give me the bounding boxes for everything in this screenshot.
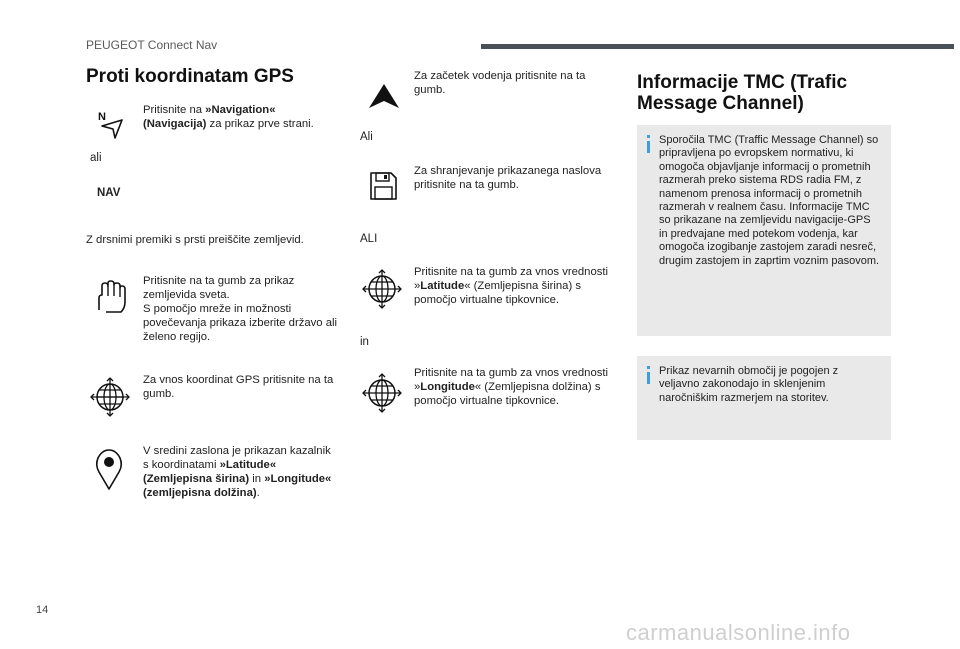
globe-icon bbox=[89, 376, 131, 418]
save-address-step: Za shranjevanje prikazanega naslova pritisnite na ta gumb. bbox=[414, 165, 602, 191]
header-bar bbox=[481, 44, 954, 49]
info-box-danger-zones bbox=[637, 356, 891, 440]
and-label: in bbox=[360, 336, 369, 348]
navigation-start-icon bbox=[366, 82, 402, 112]
save-icon bbox=[367, 170, 399, 202]
globe-latitude-icon bbox=[361, 268, 403, 310]
start-guidance-step: Za začetek vodenja pritisnite na ta gumb. bbox=[414, 70, 586, 96]
or-label: ali bbox=[90, 152, 102, 164]
latitude-step: Pritisnite na ta gumb za vnos vrednosti »Latitude« (Zemljepisna širina) s pomočjo virtualne tipkovnice. bbox=[414, 266, 609, 306]
watermark: carmanualsonline.info bbox=[626, 620, 851, 645]
longitude-step: Pritisnite na ta gumb za vnos vrednosti »Longitude« (Zemljepisna dolžina) s pomočjo virtualne tipkovnice. bbox=[414, 367, 609, 407]
or-label-3: ALI bbox=[360, 233, 378, 245]
page-number: 14 bbox=[36, 604, 49, 616]
nav-button-label: NAV bbox=[97, 187, 121, 199]
gps-input-step: Za vnos koordinat GPS pritisnite na ta gumb. bbox=[143, 374, 334, 400]
or-label-2: Ali bbox=[360, 131, 373, 143]
info-tmc-text: Sporočila TMC (Traffic Message Channel) so pripravljena po evropskem normativu, ki omogoča objavljanje informacij o prometnih razmerah preko sistema RDS radia FM, z namenom prenosa informacij o prometnih razmerah v realnem času. Informacije TMC so prikazane na zemljevidu navigacije-GPS in predvajane med potekom vodenja, kar omogoča izogibanje zastojem zaradi nesreč, drugim zastojem in zaprtim voznim pasovom. bbox=[659, 134, 880, 267]
header-title: PEUGEOT Connect Nav bbox=[86, 38, 218, 52]
drag-instruction: Z drsnimi premiki s prsti preiščite zemljevid. bbox=[86, 234, 304, 246]
section-heading-tmc: Informacije TMC (Trafic Message Channel) bbox=[637, 72, 848, 114]
hand-gesture-icon bbox=[94, 280, 126, 314]
info-box-tmc bbox=[637, 125, 891, 336]
section-heading-gps: Proti koordinatam GPS bbox=[86, 66, 294, 87]
world-map-step: Pritisnite na ta gumb za prikaz zemljevida sveta. S pomočjo mreže in možnosti povečevanja prikaza izberite državo ali želeno regijo. bbox=[143, 275, 338, 343]
svg-text:N: N bbox=[98, 111, 106, 123]
marker-description: V sredini zaslona je prikazan kazalnik s koordinatami »Latitude« (Zemljepisna širina) in »Longitude« (zemljepisna dolžina). bbox=[143, 445, 332, 499]
globe-longitude-icon bbox=[361, 372, 403, 414]
map-marker-icon bbox=[94, 447, 124, 491]
navigation-step-text: Pritisnite na »Navigation« (Navigacija) za prikaz prve strani. bbox=[143, 104, 314, 130]
navigation-arrow-icon bbox=[94, 110, 128, 140]
info-danger-text: Prikaz nevarnih območij je pogojen z veljavno zakonodajo in sklenjenim naročniškim razmerjem na storitev. bbox=[659, 365, 839, 404]
